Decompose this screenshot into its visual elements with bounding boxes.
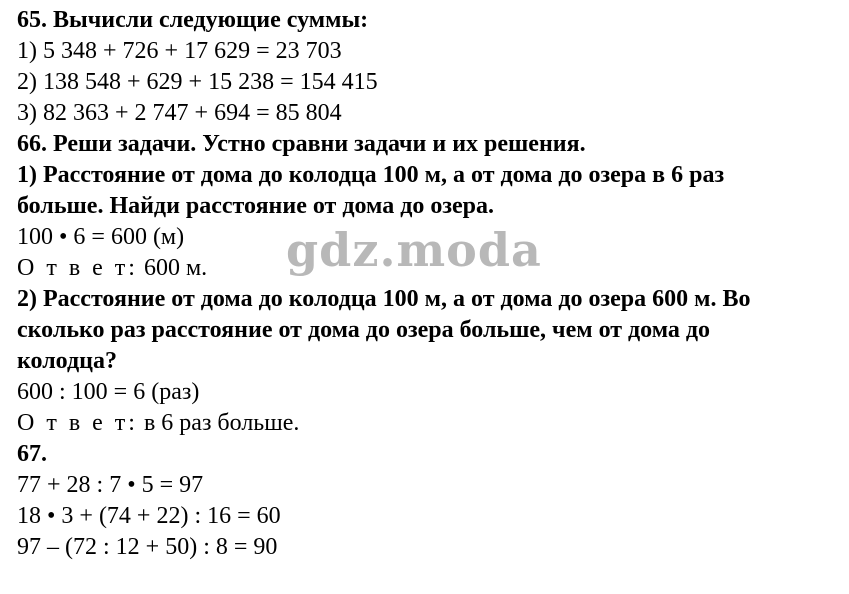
task-65-item-1: 1) 5 348 + 726 + 17 629 = 23 703 [17,38,342,64]
task-67-item-1: 77 + 28 : 7 • 5 = 97 [17,472,204,498]
task-66-problem-2-text-line-3: колодца? [17,348,117,374]
task-66-problem-1-solution: 100 • 6 = 600 (м) [17,224,185,250]
task-66-heading: 66. Реши задачи. Устно сравни задачи и их решения. [17,131,586,157]
task-65-heading: 65. Вычисли следующие суммы: [17,7,369,33]
task-67-item-3: 97 – (72 : 12 + 50) : 8 = 90 [17,534,278,560]
task-66-problem-2-solution: 600 : 100 = 6 (раз) [17,379,200,405]
task-66-problem-2-text-line-2: сколько раз расстояние от дома до озера больше, чем от дома до [17,317,711,343]
answer-value: в 6 раз больше. [137,410,300,436]
homework-solutions [17,5,837,563]
task-65-item-3: 3) 82 363 + 2 747 + 694 = 85 804 [17,100,342,126]
answer-label: О т в е т: [17,255,138,281]
task-66-problem-1-text-line-2: больше. Найди расстояние от дома до озера. [17,193,494,219]
answer-value: 600 м. [137,255,208,281]
answer-label: О т в е т: [17,410,138,436]
task-66-problem-2-text-line-1: 2) Расстояние от дома до колодца 100 м, а от дома до озера 600 м. Во [17,286,751,312]
watermark-text: gdz.moda [286,223,542,277]
task-65-item-2: 2) 138 548 + 629 + 15 238 = 154 415 [17,69,378,95]
task-67-heading: 67. [17,441,47,467]
task-66-problem-2-answer [17,408,837,439]
task-66-problem-1-text-line-1: 1) Расстояние от дома до колодца 100 м, а от дома до озера в 6 раз [17,162,725,188]
task-67-item-2: 18 • 3 + (74 + 22) : 16 = 60 [17,503,281,529]
